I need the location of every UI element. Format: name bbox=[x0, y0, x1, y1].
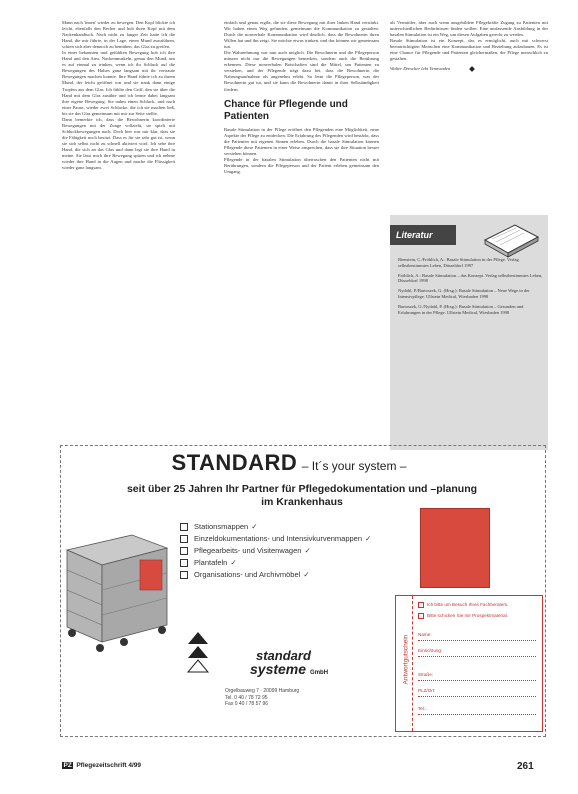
ad-subline-1: seit über 25 Jahren Ihr Partner für Pflegedokumentation und –planung bbox=[126, 483, 478, 495]
paragraph: Basale Stimulation ist ein Konzept, das es ermöglicht, auch mit schwerst beeinträchtigten Menschen eine Kommunikation und Beziehung aufzubauen. Es ist eine Chance für Pflegende und Patienten gleichermaßen, die Pflege menschlich zu gestalten. bbox=[390, 38, 548, 62]
product-item: Einzeldokumentations- und Intensivkurvenmappen ✓ bbox=[180, 534, 380, 543]
ad-subline-2: im Krankenhaus bbox=[261, 496, 343, 508]
paragraph: als Vermittler, aber auch wenn ausgebildete Pflegekräfte Zugang zu Patienten mit unterschiedlichen Bedürfnissen finden wollen. Eine umfassende Ausbildung in der basalen Stimulation ist ein Weg, um diesen Aufgaben gerecht zu werden. bbox=[390, 20, 548, 38]
paragraph: Basale Stimulation in der Pflege eröffnet den Pflegenden eine Möglichkeit, neue Aspekte der Pflege zu entdecken. Die Erfahrung des Pflegenden wird bestärkt, dass die Patienten mit eigenen Sinnen erleben. Durch die basale Stimulation können Pflegende diese Patienten in einer Weise ansprechen, dass sie ihre Situation besser verstehen können. bbox=[224, 126, 379, 156]
reply-coupon bbox=[395, 595, 543, 732]
end-mark-icon bbox=[469, 66, 475, 72]
coupon-field-name[interactable]: Name: bbox=[418, 632, 536, 641]
checkbox-icon bbox=[180, 571, 188, 579]
ad-tagline: – It´s your system – bbox=[301, 459, 407, 473]
paragraph: In einer bekannten und gefühlten Bewegung hob ich ihre Hand und den Arm, Nackenmuskeln, genau den Mund, um es auf einmal zu trinken, wenn ich ihr Schluck auf die Bewegungen des Halses ganz langsam mit ihr vertraute Bewegungen machen konnte. Ihre Hand führte ich zu ihrem Mund, der leicht geöffnet war und sie trank dann einige Tropfen aus dem Glas. Ich fühlte den Griff, den sie über die Hand mit dem Glas ausübte und ich lernte dabei langsam ihre eigene Bewegung. Sie nahm einen Schluck, und nach einer Pause, wieder zwei Schlucke, die ich sie machen ließ, bis sie das Glas gemeinsam mit mir zur Seite stellte. bbox=[62, 50, 175, 116]
article-column-1 bbox=[62, 20, 175, 171]
page-number: 261 bbox=[517, 761, 534, 772]
coupon-field-phone[interactable]: Tel.: bbox=[418, 706, 536, 715]
check-icon: ✓ bbox=[365, 534, 372, 543]
address-line: Orgelbauweg 7 · 20099 Hamburg bbox=[225, 688, 300, 694]
checkbox-icon bbox=[180, 535, 188, 543]
ad-subline bbox=[60, 483, 544, 509]
check-icon: ✓ bbox=[303, 570, 310, 579]
checkbox-icon bbox=[180, 559, 188, 567]
product-list bbox=[180, 522, 380, 582]
product-item: Pflegearbeits- und Visitenwagen ✓ bbox=[180, 546, 380, 555]
paragraph: Pflegende in der basalen Stimulation überraschen den Patienten nicht mit Berührungen, sondern die Pflegeperson und der Patient erleben gemeinsam den Umgang. bbox=[224, 156, 379, 174]
check-icon: ✓ bbox=[251, 522, 258, 531]
footer-publication: PZ Pflegezeitschrift 4/99 bbox=[63, 762, 141, 769]
check-icon: ✓ bbox=[230, 558, 237, 567]
check-icon: ✓ bbox=[304, 546, 311, 555]
checkbox-icon[interactable] bbox=[418, 602, 424, 608]
coupon-field-institution[interactable]: Einrichtung: bbox=[418, 648, 536, 657]
coupon-field-street[interactable]: Straße: bbox=[418, 672, 536, 681]
literature-ref: Nydahl, P./Bartoszek, G. (Hrsg.): Basale Stimulation – Neue Wege in der Intensivpflege. Ullstein Medical, Wiesbaden 1998 bbox=[398, 288, 530, 299]
paragraph: Mann nach 'innen' wieder zu bewegen. Den Kopf blickte ich leicht, ebenfalls den Becher und hob ihren Kopf mit dem Nackenhandtuch. Nach nicht zu langer Zeit hatte ich die Hand, die mir führte, in der Lage, einen Mund zuzuführen, schien sich aber dennoch zu bemühen, das Glas zu greifen. bbox=[62, 20, 175, 50]
literature-box bbox=[390, 215, 548, 450]
logo-word-systeme: systeme GmbH bbox=[250, 661, 329, 677]
product-item: Stationsmappen ✓ bbox=[180, 522, 380, 531]
article-column-3 bbox=[390, 20, 548, 72]
logo-word-standard: standard bbox=[256, 648, 311, 663]
paragraph: Dann bemerkte ich, dass die Bewohnerin koordinierte Bewegungen mit der Zunge vollzieht, sie spielt mit Schluckbewegungen nach. Doch hier war mir klar, dass sie die Fähigkeit noch besitzt. Dass es für sie sehr gut ist, wenn sie sich selbst nicht zu schnell aktiviert wird. Ich sehe ihre Hand, die sich an das Glas und dann legt sie ihre Hand in meine. Sie lässt mich ihre Bewegung spüren und ich nehme wieder ihre Hand in die Augen und mache die Flüssigkeit wieder ganz langsam. bbox=[62, 116, 175, 171]
article-column-2 bbox=[224, 20, 379, 175]
literature-title: Literatur bbox=[390, 225, 456, 245]
checkbox-icon bbox=[180, 523, 188, 531]
publication-logo: PZ bbox=[63, 762, 72, 769]
literature-ref: Bienstein, C./Fröhlich, A.: Basale Stimulation in der Pflege. Verlag selbstbestimmtes Leben, Düsseldorf 1997 bbox=[398, 257, 519, 268]
red-document-image bbox=[420, 508, 490, 588]
ad-brand: STANDARD bbox=[171, 450, 298, 475]
coupon-option-visit[interactable]: Ich bitte um Besuch Ihres Fachberaters. bbox=[418, 602, 508, 608]
checkbox-icon[interactable] bbox=[418, 613, 424, 619]
ad-headline bbox=[0, 450, 578, 476]
checkbox-icon bbox=[180, 547, 188, 555]
company-address bbox=[225, 688, 299, 708]
coupon-band: Antwortgutschein bbox=[396, 596, 413, 731]
literature-list bbox=[398, 257, 543, 319]
paragraph: einfach und genau ergibt, die sie diese Bewegung mit ihrer linken Hand verstärkt. Wir haben einen Weg gefunden, gemeinsam die Kommunikation zu gestalten. Durch die nonverbale Kommunikation wird deutlich, dass die Bewohnerin ihren Willen hat und ihn zeigt. Sie möchte etwas trinken, und das können wir gemeinsam tun. bbox=[224, 20, 379, 50]
logo-gmbh: GmbH bbox=[310, 670, 329, 676]
nursing-cart-image bbox=[62, 530, 172, 660]
coupon-option-brochure[interactable]: Bitte schicken Sie mir Prospektmaterial. bbox=[418, 613, 508, 619]
literature-ref: Bartoszek, G./Nydahl, P. (Hrsg.): Basale Stimulation – Gesunden und Erfahrungen in der Pflege. Ullstein Medical, Wiesbaden 1998 bbox=[398, 303, 524, 315]
paragraph: Die Wahrnehmung war nun auch möglich. Die Bewohnerin und die Pflegeperson müssen nicht nur die Bewegungen bemerken, sondern auch die Berührung erkennen. Diese nonverbalen Botschaften sind die Mittel, um Patienten zu verstehen, und der Pflegende trägt dazu bei, dass die Bewohnerin die Nahrungsaufnahme als angenehm erlebt. So lernt die Pflegeperson, was der Bewohnerin gut tut, und sie kann die Bewohnerin damit in ihrer Selbständigkeit fördern. bbox=[224, 50, 379, 92]
coupon-field-city[interactable]: PLZ/Ort: bbox=[418, 688, 536, 697]
author-line: Walter Drescher lebt Vennwaden bbox=[390, 66, 548, 72]
product-item: Plantafeln ✓ bbox=[180, 558, 380, 567]
book-icon bbox=[480, 215, 540, 260]
address-line: Fax 0 40 / 78 57 96 bbox=[225, 701, 269, 707]
section-heading: Chance für Pflegende und Patienten bbox=[224, 98, 348, 122]
literature-ref: Fröhlich, A.: Basale Stimulation – das Konzept. Verlag selbstbestimmtes Leben, Düsseldorf 1998 bbox=[398, 272, 543, 284]
address-line: Tel. 0 40 / 78 72 95 bbox=[225, 694, 268, 701]
product-item: Organisations- und Archivmöbel ✓ bbox=[180, 570, 380, 579]
